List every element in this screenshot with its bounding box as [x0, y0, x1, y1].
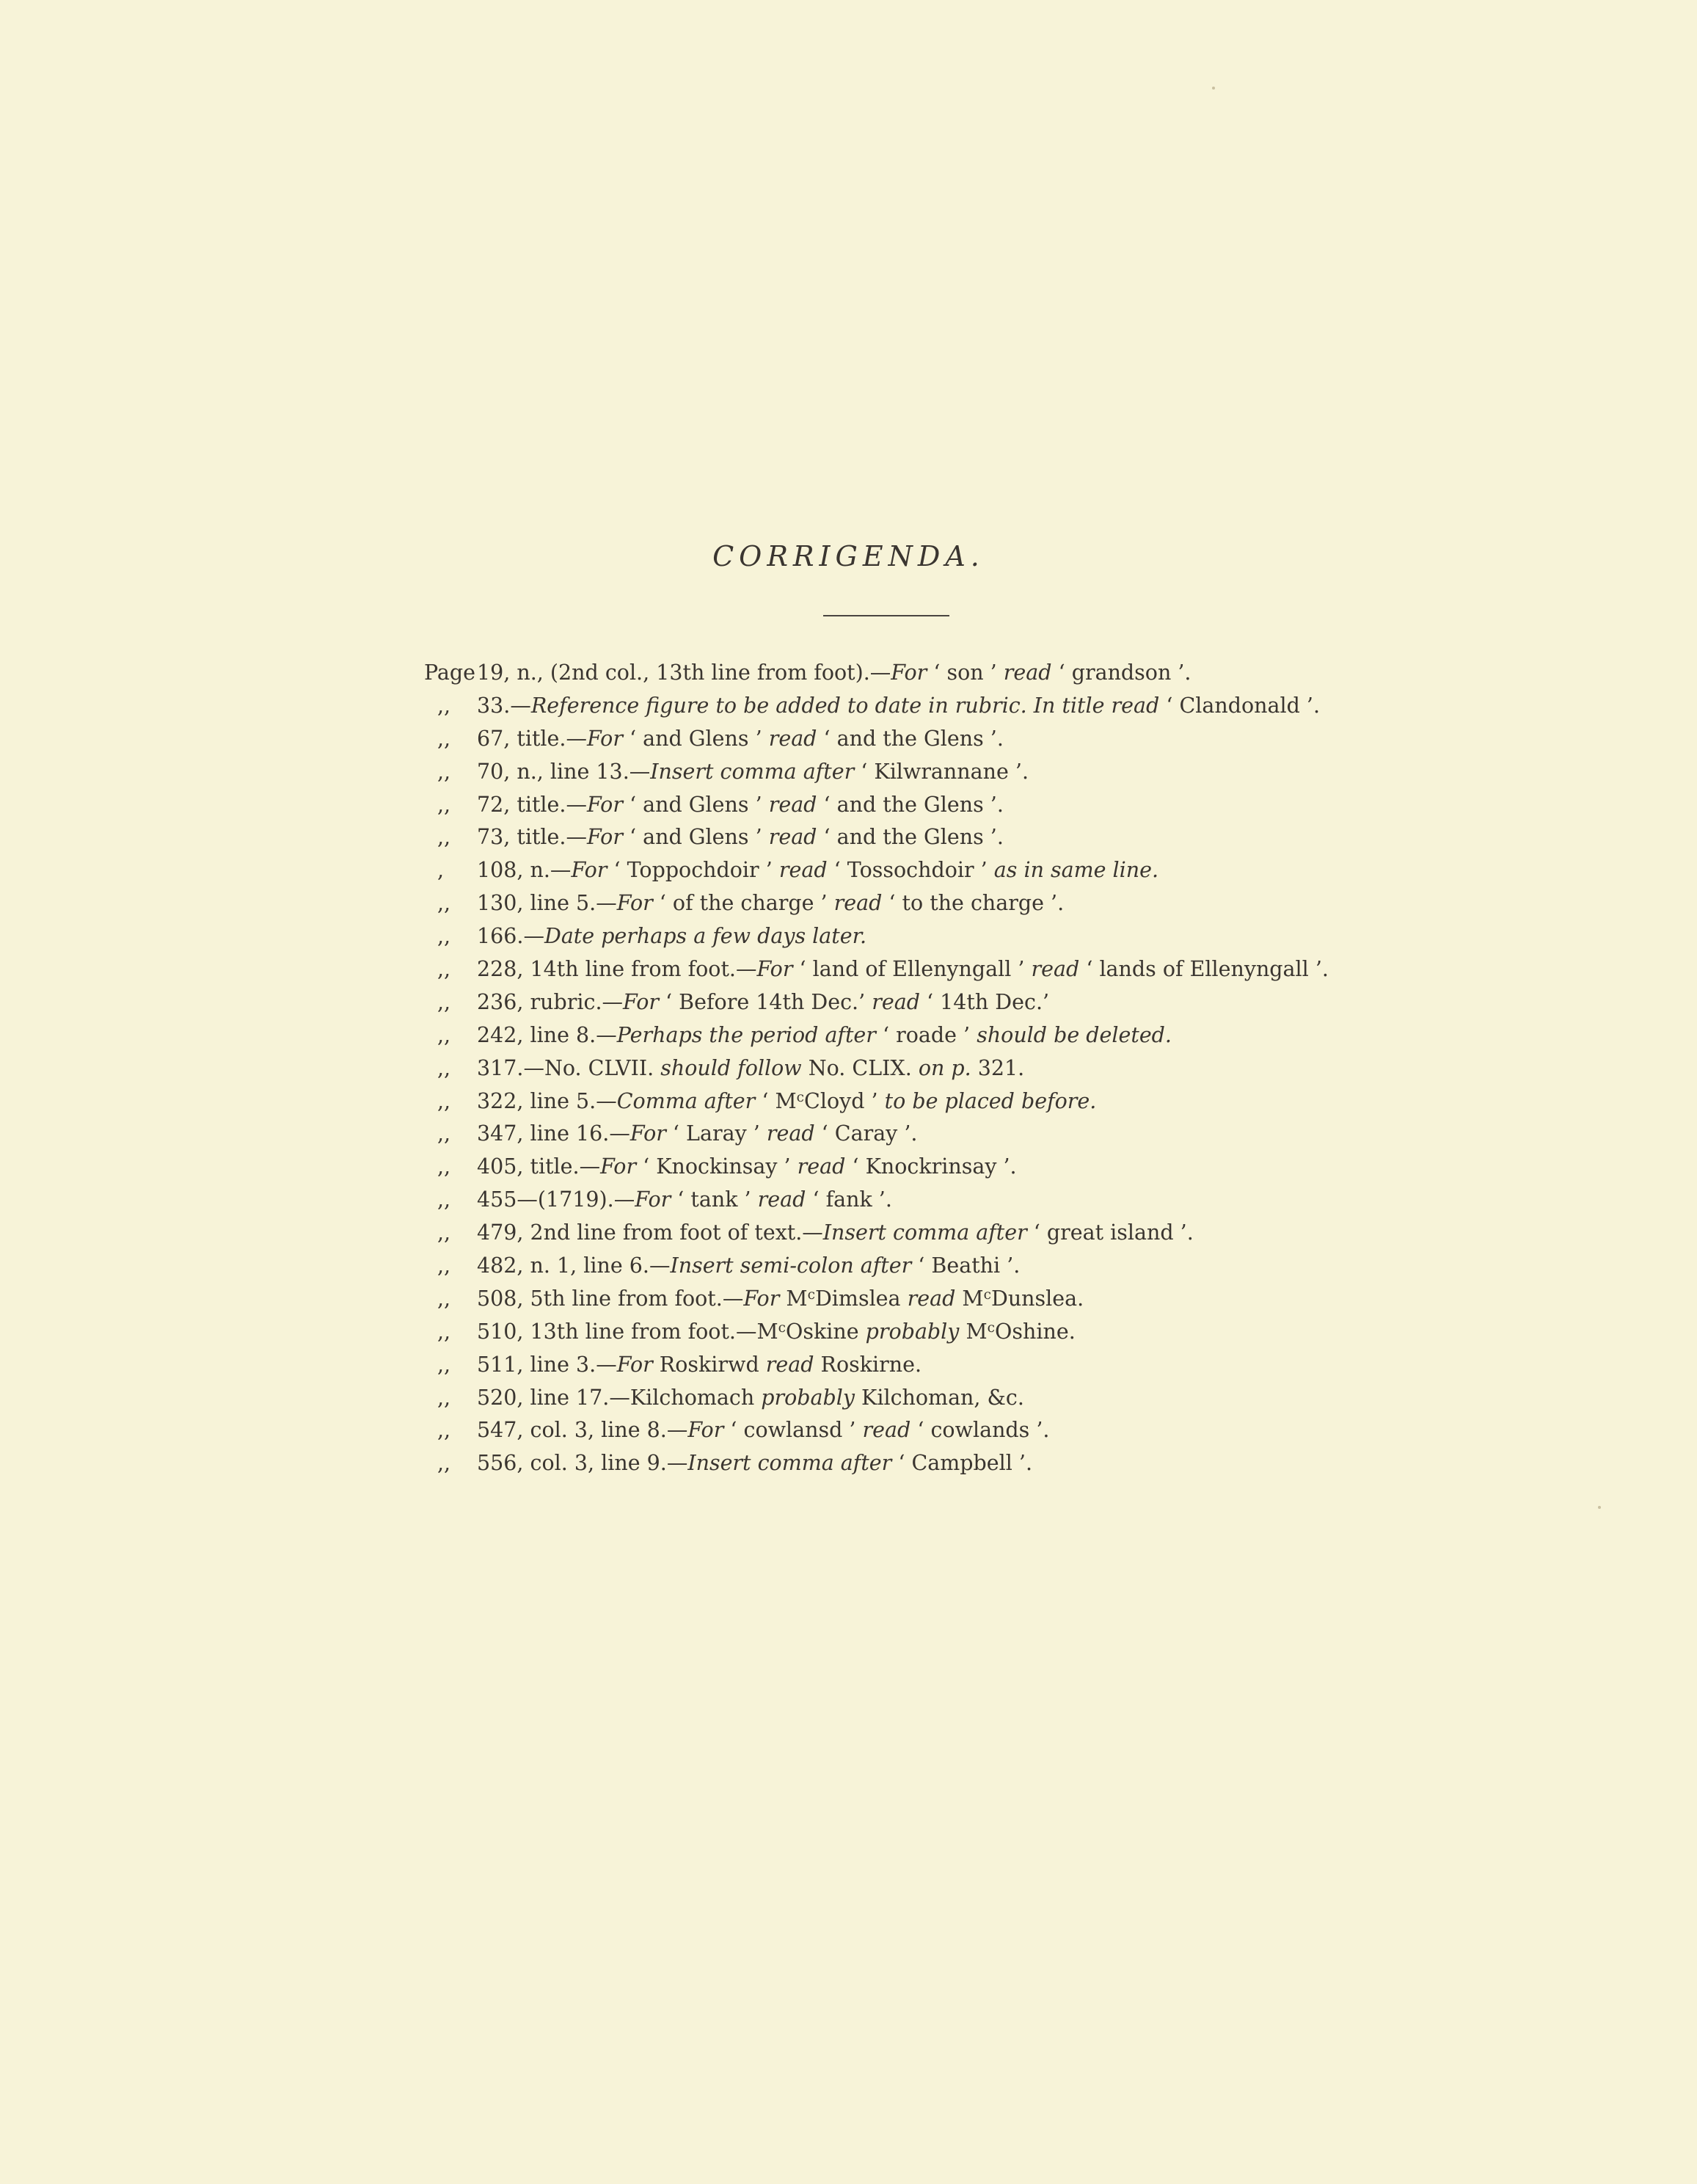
corrigendum-entry: [424, 1118, 1378, 1151]
entry-text: No. CLIX.: [801, 1055, 919, 1080]
entry-text: ‘ Toppochdoir ’: [607, 858, 779, 883]
ditto-mark: ,: [437, 858, 445, 883]
entry-text: ‘ Beathi ’.: [911, 1253, 1021, 1278]
italic-text: For: [743, 1286, 780, 1311]
superscript-c: c: [987, 1320, 996, 1336]
entry-text: ‘ and the Glens ’.: [817, 792, 1004, 817]
corrigendum-entry: [424, 756, 1378, 789]
entry-text: 19, n., (2nd col., 13th line from foot).—: [477, 660, 891, 685]
superscript-c: c: [778, 1320, 787, 1336]
italic-text: read: [1003, 660, 1052, 685]
italic-text: For: [616, 1352, 653, 1377]
ditto-mark: ,,: [437, 1418, 451, 1443]
italic-text: For: [635, 1187, 671, 1212]
italic-text: read: [833, 891, 883, 916]
ditto-mark: ,,: [437, 1022, 451, 1047]
entry-text: 108, n.—: [477, 858, 572, 883]
entry-text: 321.: [971, 1055, 1025, 1080]
ditto-mark: ,,: [437, 1319, 451, 1344]
italic-text: read: [862, 1418, 911, 1443]
entry-text: ‘ and the Glens ’.: [817, 726, 1004, 751]
corrigendum-entry: [424, 920, 1378, 953]
corrigendum-entry: [424, 789, 1378, 822]
entry-text: ‘ and Glens ’: [622, 825, 769, 850]
italic-text: For: [623, 989, 659, 1014]
entry-text: 67, title.—: [477, 726, 587, 751]
corrigendum-entry: [424, 953, 1378, 986]
italic-text: For: [616, 891, 653, 916]
entry-text: ‘ of the charge ’: [652, 891, 834, 916]
entry-text: ‘ son ’: [927, 660, 1004, 685]
paper-speck: [1212, 87, 1215, 90]
corrigendum-entry: [424, 1447, 1378, 1480]
ditto-mark: ,,: [437, 1253, 451, 1278]
page-lead-label: Page: [424, 660, 475, 685]
title-divider: [823, 615, 949, 616]
entry-text: Kilchoman, &c.: [854, 1385, 1024, 1410]
corrigendum-entry: [424, 1085, 1378, 1118]
entry-text: M: [955, 1286, 984, 1311]
italic-text: Insert comma after: [650, 759, 855, 784]
entry-text: 33.—: [477, 693, 531, 718]
italic-text: read: [797, 1154, 846, 1179]
ditto-mark: ,,: [437, 1451, 451, 1476]
corrigenda-list: [424, 657, 1378, 1480]
italic-text: Date perhaps a few days later.: [544, 924, 867, 949]
entry-text: ‘ tank ’: [671, 1187, 758, 1212]
entry-text: Oskine: [786, 1319, 866, 1344]
entry-text: 73, title.—: [477, 825, 587, 850]
italic-text: Perhaps the period after: [616, 1022, 876, 1047]
ditto-mark: ,,: [437, 1286, 451, 1311]
entry-text: ‘ Tossochdoir ’: [827, 858, 994, 883]
entry-text: 511, line 3.—: [477, 1352, 617, 1377]
entry-text: 236, rubric.—: [477, 989, 623, 1014]
italic-text: For: [756, 957, 793, 982]
entry-text: 455—(1719).—: [477, 1187, 635, 1212]
entry-text: 556, col. 3, line 9.—: [477, 1451, 688, 1476]
entry-text: ‘ cowlansd ’: [723, 1418, 863, 1443]
ditto-mark: ,,: [437, 1352, 451, 1377]
entry-text: 166.—: [477, 924, 544, 949]
entry-text: M: [779, 1286, 808, 1311]
corrigendum-entry: [424, 1382, 1378, 1415]
ditto-mark: ,,: [437, 989, 451, 1014]
entry-text: 547, col. 3, line 8.—: [477, 1418, 688, 1443]
ditto-mark: ,,: [437, 1154, 451, 1179]
corrigendum-entry: [424, 1217, 1378, 1250]
superscript-c: c: [796, 1089, 805, 1105]
italic-text: should follow: [660, 1055, 802, 1080]
corrigendum-entry: [424, 1349, 1378, 1382]
italic-text: read: [768, 825, 817, 850]
corrigendum-entry: [424, 1316, 1378, 1349]
entry-text: ‘ 14th Dec.’: [919, 989, 1050, 1014]
entry-text: ‘ and Glens ’: [622, 792, 769, 817]
superscript-c: c: [983, 1286, 991, 1303]
entry-text: ‘ Kilwrannane ’.: [854, 759, 1029, 784]
italic-text: For: [891, 660, 927, 685]
entry-text: 508, 5th line from foot.—: [477, 1286, 744, 1311]
entry-text: ‘ M: [755, 1088, 797, 1113]
italic-text: read: [872, 989, 920, 1014]
ditto-mark: ,,: [437, 759, 451, 784]
entry-text: 322, line 5.—: [477, 1088, 617, 1113]
corrigendum-entry: [424, 887, 1378, 920]
entry-text: ‘ land of Ellenyngall ’: [792, 957, 1032, 982]
italic-text: Insert semi-colon after: [670, 1253, 912, 1278]
corrigendum-entry: [424, 1283, 1378, 1316]
ditto-mark: ,,: [437, 693, 451, 718]
ditto-mark: ,,: [437, 1121, 451, 1146]
italic-text: probably: [865, 1319, 960, 1344]
italic-text: probably: [761, 1385, 855, 1410]
italic-text: read: [768, 726, 817, 751]
corrigendum-entry: [424, 986, 1378, 1019]
entry-text: 347, line 16.—: [477, 1121, 630, 1146]
ditto-mark: ,,: [437, 792, 451, 817]
italic-text: read: [907, 1286, 956, 1311]
entry-text: 228, 14th line from foot.—: [477, 957, 757, 982]
italic-text: read: [766, 1121, 815, 1146]
corrigendum-entry: [424, 657, 1378, 690]
italic-text: Reference figure to be added to date in rubric. In title read: [530, 693, 1160, 718]
entry-text: 520, line 17.—Kilchomach: [477, 1385, 762, 1410]
entry-text: ‘ Campbell ’.: [891, 1451, 1033, 1476]
italic-text: read: [757, 1187, 806, 1212]
entry-text: 130, line 5.—: [477, 891, 617, 916]
corrigendum-entry: [424, 690, 1378, 723]
italic-text: on p.: [918, 1055, 971, 1080]
paper-speck: [1598, 1506, 1601, 1509]
ditto-mark: ,,: [437, 891, 451, 916]
entry-text: 482, n. 1, line 6.—: [477, 1253, 671, 1278]
entry-text: ‘ Before 14th Dec.’: [659, 989, 872, 1014]
entry-text: ‘ Laray ’: [665, 1121, 767, 1146]
ditto-mark: ,,: [437, 726, 451, 751]
corrigendum-entry: [424, 1184, 1378, 1217]
corrigendum-entry: [424, 1151, 1378, 1184]
entry-text: Dunslea.: [990, 1286, 1084, 1311]
entry-text: ‘ Knockinsay ’: [636, 1154, 798, 1179]
ditto-mark: ,,: [437, 1220, 451, 1245]
italic-text: read: [1031, 957, 1080, 982]
ditto-mark: ,,: [437, 1055, 451, 1080]
corrigendum-entry: [424, 854, 1378, 887]
entry-text: Roskirne.: [814, 1352, 922, 1377]
entry-text: ‘ great island ’.: [1026, 1220, 1194, 1245]
italic-text: For: [687, 1418, 724, 1443]
corrigendum-entry: [424, 723, 1378, 756]
entry-text: ‘ and the Glens ’.: [817, 825, 1004, 850]
entry-text: 72, title.—: [477, 792, 587, 817]
entry-text: ‘ to the charge ’.: [882, 891, 1065, 916]
entry-text: 70, n., line 13.—: [477, 759, 651, 784]
corrigendum-entry: [424, 1414, 1378, 1447]
superscript-c: c: [807, 1286, 815, 1303]
entry-text: ‘ Caray ’.: [814, 1121, 918, 1146]
entry-text: ‘ fank ’.: [806, 1187, 892, 1212]
entry-text: 242, line 8.—: [477, 1022, 617, 1047]
entry-text: ‘ roade ’: [875, 1022, 977, 1047]
italic-text: For: [629, 1121, 666, 1146]
italic-text: Insert comma after: [687, 1451, 892, 1476]
corrigendum-entry: [424, 1019, 1378, 1052]
corrigendum-entry: [424, 821, 1378, 854]
entry-text: ‘ lands of Ellenyngall ’.: [1079, 957, 1329, 982]
italic-text: For: [586, 726, 623, 751]
italic-text: For: [586, 792, 623, 817]
ditto-mark: ,,: [437, 1187, 451, 1212]
corrigendum-entry: [424, 1250, 1378, 1283]
page-title: CORRIGENDA.: [712, 540, 985, 572]
entry-text: ‘ grandson ’.: [1051, 660, 1191, 685]
italic-text: For: [571, 858, 607, 883]
italic-text: read: [765, 1352, 814, 1377]
ditto-mark: ,,: [437, 924, 451, 949]
italic-text: For: [586, 825, 623, 850]
corrigendum-entry: [424, 1052, 1378, 1085]
ditto-mark: ,,: [437, 1088, 451, 1113]
italic-text: read: [778, 858, 828, 883]
italic-text: For: [600, 1154, 637, 1179]
entry-text: ‘ and Glens ’: [622, 726, 769, 751]
entry-text: ‘ Knockrinsay ’.: [845, 1154, 1017, 1179]
ditto-mark: ,,: [437, 1385, 451, 1410]
entry-text: ‘ Clandonald ’.: [1159, 693, 1320, 718]
entry-text: Dimslea: [814, 1286, 908, 1311]
entry-text: Oshine.: [995, 1319, 1076, 1344]
italic-text: Insert comma after: [822, 1220, 1027, 1245]
entry-text: M: [959, 1319, 988, 1344]
entry-text: Roskirwd: [652, 1352, 766, 1377]
ditto-mark: ,,: [437, 957, 451, 982]
entry-text: Cloyd ’: [804, 1088, 885, 1113]
ditto-mark: ,,: [437, 825, 451, 850]
italic-text: to be placed before.: [884, 1088, 1097, 1113]
italic-text: read: [768, 792, 817, 817]
italic-text: as in same line.: [993, 858, 1159, 883]
entry-text: 317.—No. CLVII.: [477, 1055, 661, 1080]
entry-text: 405, title.—: [477, 1154, 601, 1179]
entry-text: 479, 2nd line from foot of text.—: [477, 1220, 823, 1245]
italic-text: should be deleted.: [977, 1022, 1172, 1047]
italic-text: Comma after: [616, 1088, 756, 1113]
entry-text: ‘ cowlands ’.: [910, 1418, 1050, 1443]
entry-text: 510, 13th line from foot.—M: [477, 1319, 778, 1344]
